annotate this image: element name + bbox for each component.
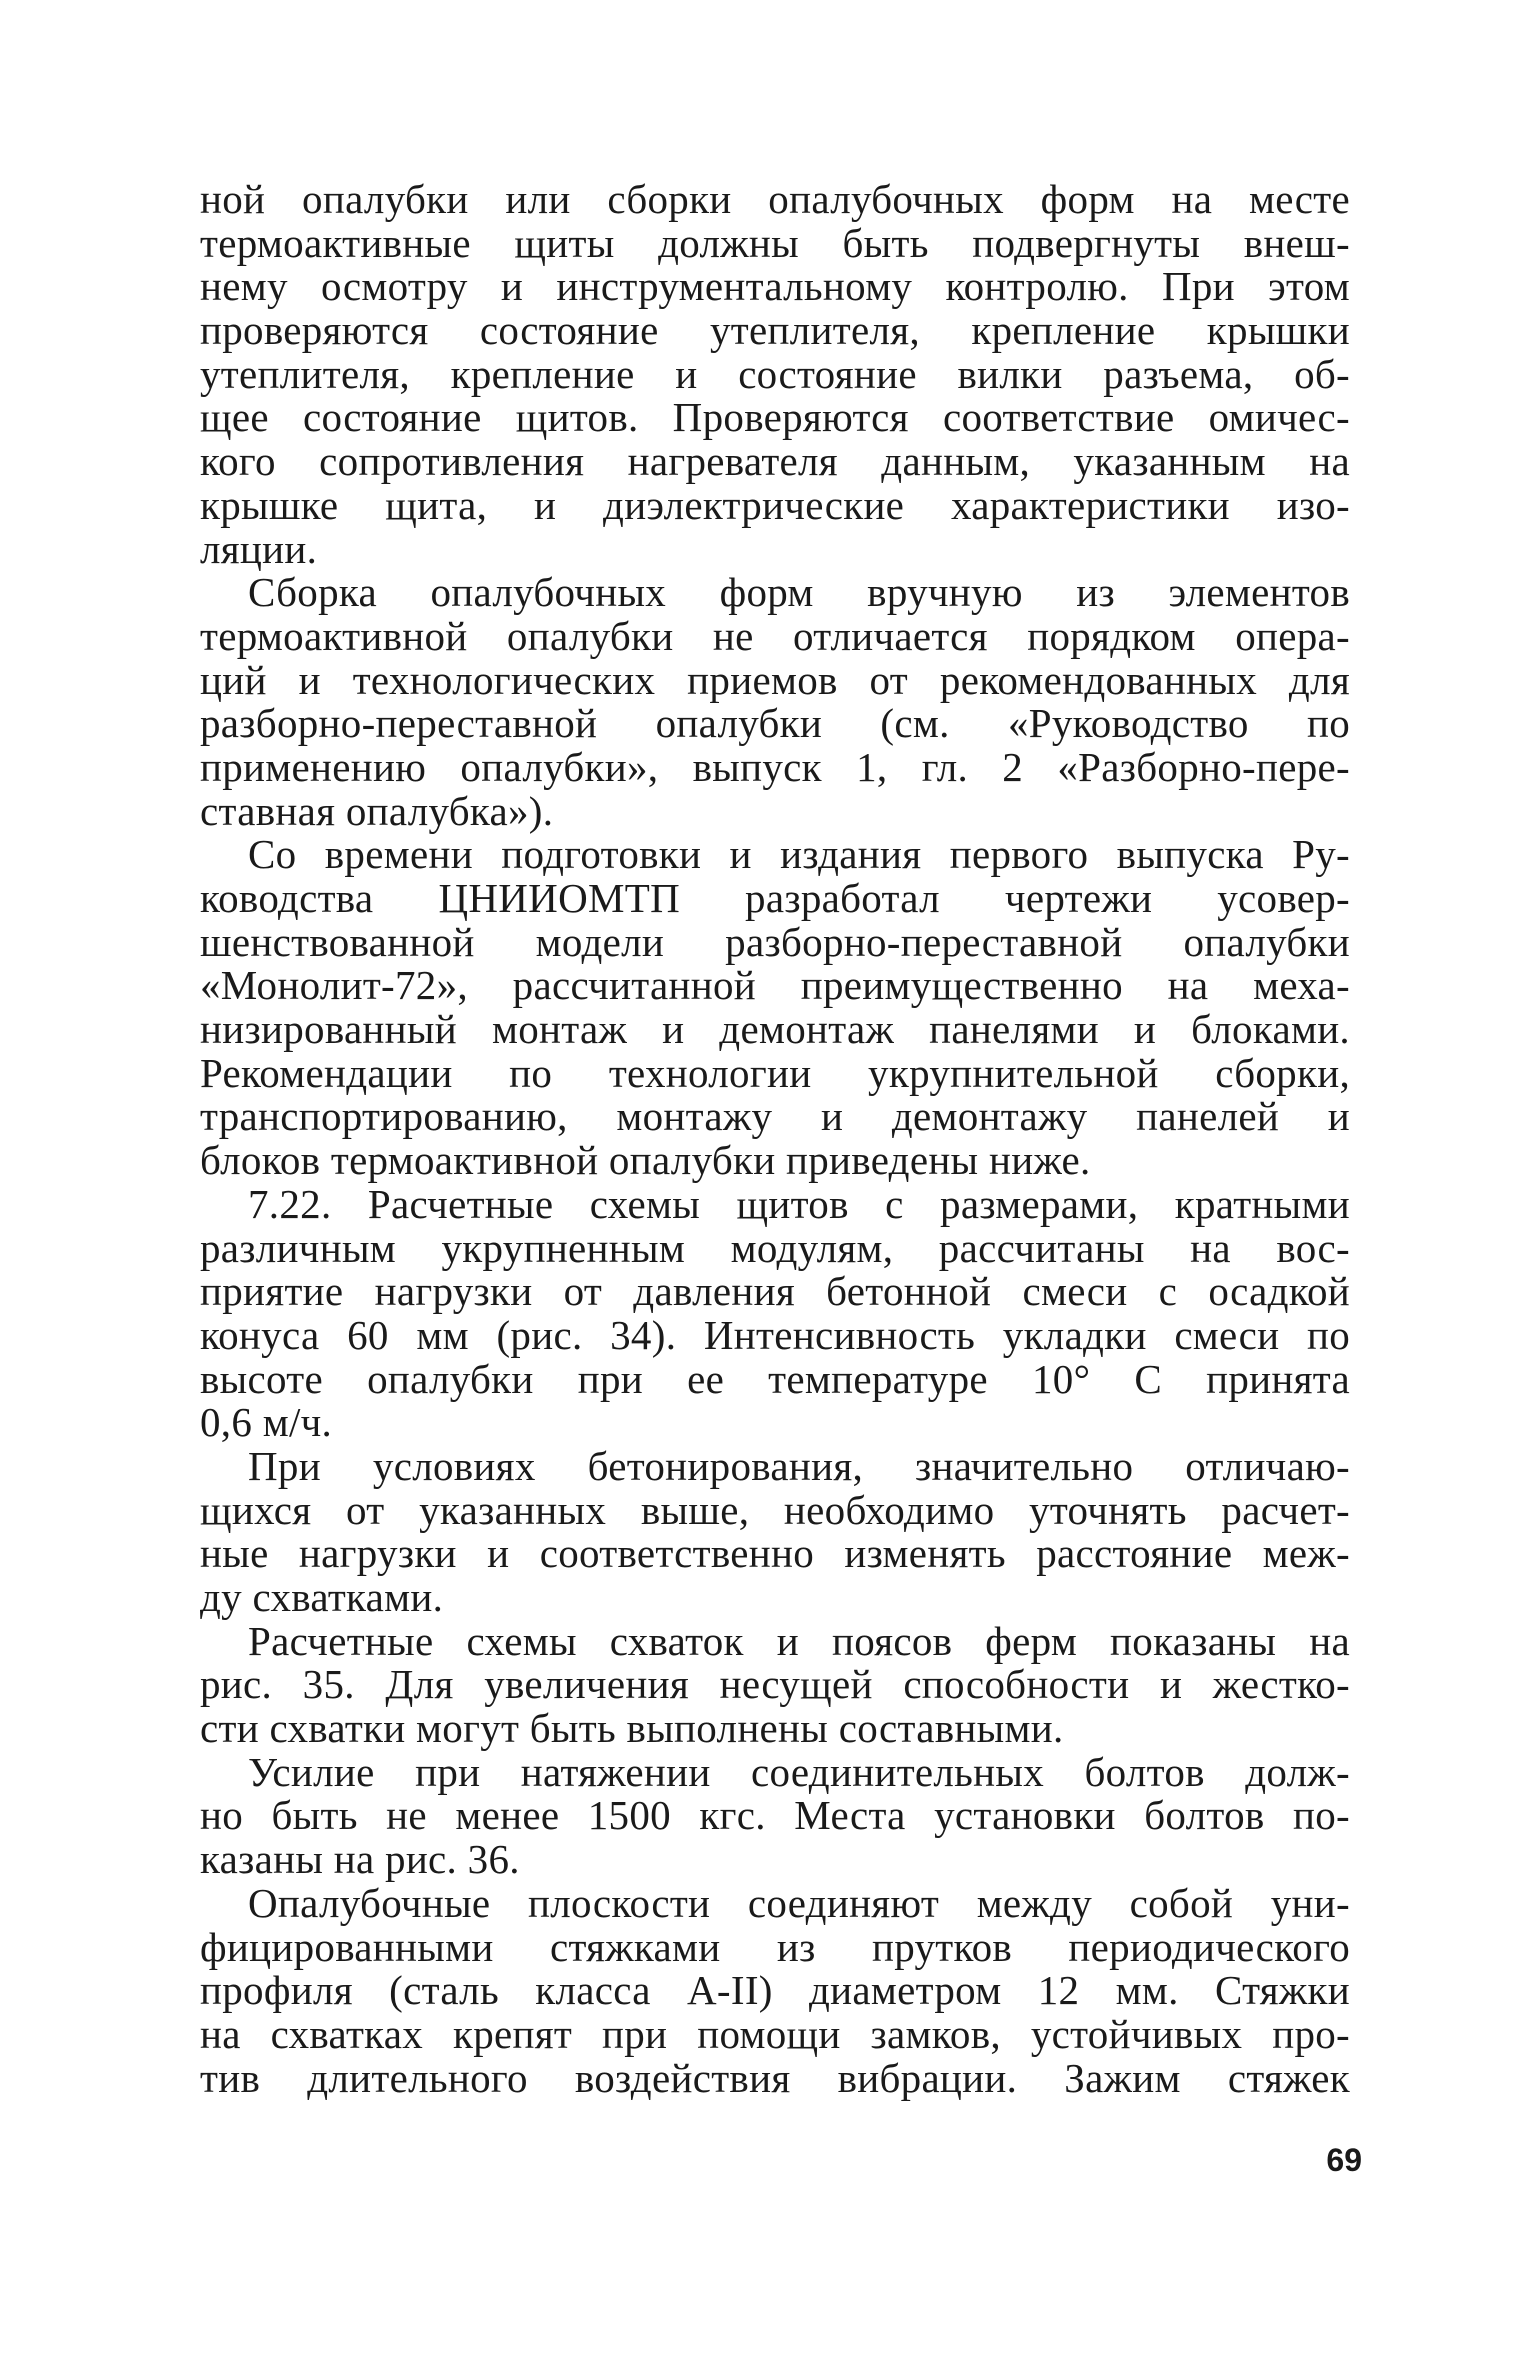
text-line: При условиях бетонирования, значительно отличаю-	[248, 1442, 1350, 1489]
text-line: ставная опалубка»).	[200, 787, 554, 834]
paragraph	[200, 571, 1350, 833]
text-line: Усилие при натяжении соединительных болтов долж-	[248, 1748, 1350, 1795]
text-line: термоактивной опалубки не отличается порядком опера-	[200, 612, 1350, 659]
text-line: термоактивные щиты должны быть подвергнуты внеш-	[200, 219, 1350, 266]
text-line: ций и технологических приемов от рекомендованных для	[200, 656, 1350, 703]
text-line: ководства ЦНИИОМТП разработал чертежи усовер-	[200, 875, 1350, 921]
text-line: ду схватками.	[200, 1574, 444, 1620]
text-line: на схватках крепят при помощи замков, устойчивых про-	[200, 2010, 1350, 2057]
text-line: нему осмотру и инструментальному контролю. При этом	[200, 263, 1350, 310]
paragraph	[200, 1748, 1350, 1883]
text-line: низированный монтаж и демонтаж панелями и блоками.	[200, 1006, 1350, 1053]
text-line: 7.22. Расчетные схемы щитов с размерами, кратными	[248, 1180, 1350, 1227]
text-line: Рекомендации по технологии укрупнительной сборки,	[200, 1049, 1350, 1096]
text-line: шенствованной модели разборно-переставной опалубки	[200, 918, 1350, 965]
text-line: проверяются состояние утеплителя, крепление крышки	[200, 307, 1350, 354]
text-line: сти схватки могут быть выполнены составными.	[200, 1705, 1064, 1752]
text-line: «Монолит-72», рассчитанной преимущественно на меха-	[200, 962, 1350, 1009]
paragraph	[200, 1617, 1350, 1752]
text-line: Сборка опалубочных форм вручную из элементов	[248, 569, 1350, 616]
page-number: 69	[1326, 2142, 1362, 2178]
text-line: но быть не менее 1500 кгс. Места установки болтов по-	[200, 1792, 1350, 1839]
text-line: блоков термоактивной опалубки приведены ниже.	[200, 1137, 1091, 1184]
text-line: высоте опалубки при ее температуре 10° С принята	[200, 1355, 1350, 1402]
paragraph	[200, 1180, 1350, 1446]
text-line: утеплителя, крепление и состояние вилки разъема, об-	[200, 350, 1350, 397]
paragraph	[200, 1879, 1350, 2101]
paragraph	[200, 1442, 1350, 1620]
text-line: рис. 35. Для увеличения несущей способности и жестко-	[200, 1661, 1350, 1708]
text-line: разборно-переставной опалубки (см. «Руководство по	[200, 700, 1350, 747]
paragraph	[200, 833, 1350, 1183]
text-line: фицированными стяжками из прутков периодического	[200, 1923, 1350, 1970]
text-line: крышке щита, и диэлектрические характеристики изо-	[200, 481, 1350, 528]
text-line: Расчетные схемы схваток и поясов ферм показаны на	[248, 1617, 1350, 1664]
text-line: ляции.	[200, 525, 318, 572]
text-line: Опалубочные плоскости соединяют между собой уни-	[248, 1879, 1350, 1926]
text-line: различным укрупненным модулям, рассчитаны на вос-	[200, 1224, 1350, 1271]
text-line: щихся от указанных выше, необходимо уточнять расчет-	[200, 1486, 1350, 1533]
text-line: транспортированию, монтажу и демонтажу панелей и	[200, 1093, 1350, 1140]
text-line: конуса 60 мм (рис. 34). Интенсивность укладки смеси по	[200, 1311, 1350, 1358]
text-line: ные нагрузки и соответственно изменять расстояние меж-	[200, 1530, 1350, 1577]
page-text	[200, 178, 1350, 2100]
text-line: ной опалубки или сборки опалубочных форм на месте	[200, 176, 1350, 222]
text-line: щее состояние щитов. Проверяются соответствие омичес-	[200, 394, 1350, 441]
text-line: 0,6 м/ч.	[200, 1399, 333, 1446]
text-line: профиля (сталь класса А-II) диаметром 12 мм. Стяжки	[200, 1967, 1350, 2014]
text-line: приятие нагрузки от давления бетонной смеси с осадкой	[200, 1268, 1350, 1315]
text-line: Со времени подготовки и издания первого выпуска Ру-	[248, 831, 1350, 878]
text-line: тив длительного воздействия вибрации. Зажим стяжек	[200, 2054, 1350, 2101]
text-line: кого сопротивления нагревателя данным, указанным на	[200, 438, 1350, 485]
text-line: применению опалубки», выпуск 1, гл. 2 «Разборно-пере-	[200, 743, 1350, 790]
paragraph	[200, 178, 1350, 571]
text-line: казаны на рис. 36.	[200, 1836, 520, 1883]
